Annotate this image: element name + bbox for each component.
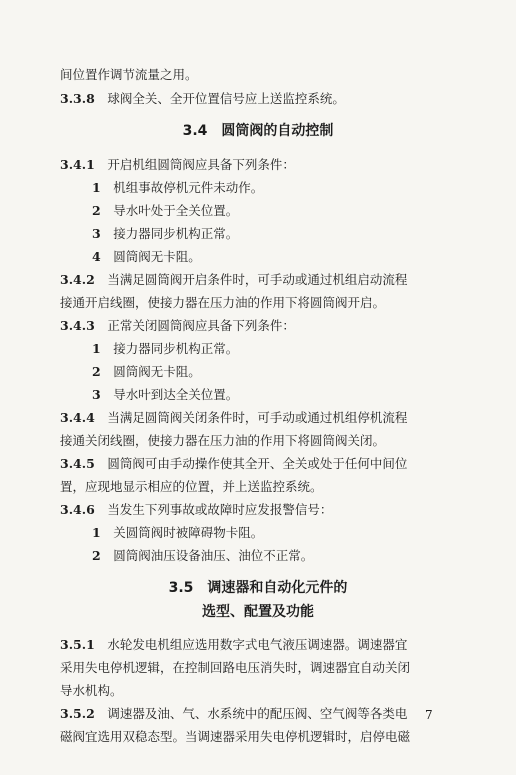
- clause-number: 3.4.4: [60, 410, 95, 425]
- text-line: [60, 478, 460, 495]
- text-line: [60, 659, 460, 676]
- clause-number: 3.4.2: [60, 272, 95, 287]
- line-text: 导水机构。: [60, 683, 123, 698]
- clause-number: 3.5.1: [60, 637, 95, 652]
- clause-text: 球阀全关、全开位置信号应上送监控系统。: [107, 91, 345, 106]
- item-number: 1: [92, 180, 101, 195]
- clause-3-4-3: [60, 317, 460, 334]
- section-heading-3-4: 3.4 圆筒阀的自动控制: [182, 123, 334, 139]
- text-line: [60, 728, 460, 745]
- item-text: 导水叶到达全关位置。: [113, 387, 239, 402]
- clause-number: 3.4.5: [60, 456, 95, 471]
- clause-3-4-1: [60, 156, 460, 173]
- text-line: [60, 294, 460, 311]
- item-number: 4: [92, 249, 101, 264]
- item-text: 导水叶处于全关位置。: [113, 203, 239, 218]
- list-item: [92, 547, 462, 564]
- line-text: 间位置作调节流量之用。: [60, 67, 198, 82]
- clause-text: 水轮发电机组应选用数字式电气液压调速器。调速器宜: [107, 637, 408, 652]
- list-item: [92, 179, 462, 196]
- list-item: [92, 248, 462, 265]
- clause-3-4-6: [60, 501, 460, 518]
- page-number: 7: [425, 708, 433, 722]
- section-heading-3-5: 3.5 调速器和自动化元件的: [168, 580, 348, 596]
- clause-3-4-4: [60, 409, 460, 426]
- line-text: 接通开启线圈，使接力器在压力油的作用下将圆筒阀开启。: [60, 295, 386, 310]
- list-item: [92, 202, 462, 219]
- text-line: [60, 432, 460, 449]
- line-text: 置，应现地显示相应的位置，并上送监控系统。: [60, 479, 323, 494]
- line-text: 采用失电停机逻辑，在控制回路电压消失时，调速器宜自动关闭: [60, 660, 411, 675]
- clause-text: 正常关闭圆筒阀应具备下列条件：: [107, 318, 295, 333]
- item-text: 接力器同步机构正常。: [113, 226, 239, 241]
- item-text: 关圆筒阀时被障碍物卡阻。: [113, 525, 264, 540]
- clause-number: 3.4.6: [60, 502, 95, 517]
- list-item: [92, 363, 462, 380]
- item-number: 1: [92, 525, 101, 540]
- list-item: [92, 340, 462, 357]
- clause-text: 调速器及油、气、水系统中的配压阀、空气阀等各类电: [107, 706, 408, 721]
- list-item: [92, 225, 462, 242]
- line-text: 磁阀宜选用双稳态型。当调速器采用失电停机逻辑时，启停电磁: [60, 729, 411, 744]
- clause-number: 3.5.2: [60, 706, 95, 721]
- clause-3-3-8: [60, 90, 460, 107]
- item-number: 3: [92, 226, 101, 241]
- item-number: 2: [92, 364, 101, 379]
- clause-text: 当满足圆筒阀关闭条件时，可手动或通过机组停机流程: [107, 410, 408, 425]
- item-number: 1: [92, 341, 101, 356]
- item-number: 2: [92, 548, 101, 563]
- item-text: 机组事故停机元件未动作。: [113, 180, 264, 195]
- clause-text: 圆筒阀可由手动操作使其全开、全关或处于任何中间位: [107, 456, 408, 471]
- clause-3-5-2: [60, 705, 460, 722]
- list-item: [92, 524, 462, 541]
- line-text: 接通关闭线圈，使接力器在压力油的作用下将圆筒阀关闭。: [60, 433, 386, 448]
- section-heading-3-5-line2: 选型、配置及功能: [202, 604, 314, 620]
- clause-3-4-5: [60, 455, 460, 472]
- item-number: 3: [92, 387, 101, 402]
- item-text: 圆筒阀无卡阻。: [113, 364, 201, 379]
- clause-3-4-2: [60, 271, 460, 288]
- text-line: [60, 66, 460, 83]
- list-item: [92, 386, 462, 403]
- item-text: 圆筒阀油压设备油压、油位不正常。: [113, 548, 314, 563]
- item-number: 2: [92, 203, 101, 218]
- item-text: 接力器同步机构正常。: [113, 341, 239, 356]
- clause-3-5-1: [60, 636, 460, 653]
- clause-text: 开启机组圆筒阀应具备下列条件：: [107, 157, 295, 172]
- clause-number: 3.4.3: [60, 318, 95, 333]
- clause-text: 当满足圆筒阀开启条件时，可手动或通过机组启动流程: [107, 272, 408, 287]
- clause-number: 3.4.1: [60, 157, 95, 172]
- clause-number: 3.3.8: [60, 91, 95, 106]
- text-line: [60, 682, 460, 699]
- clause-text: 当发生下列事故或故障时应发报警信号：: [107, 502, 333, 517]
- item-text: 圆筒阀无卡阻。: [113, 249, 201, 264]
